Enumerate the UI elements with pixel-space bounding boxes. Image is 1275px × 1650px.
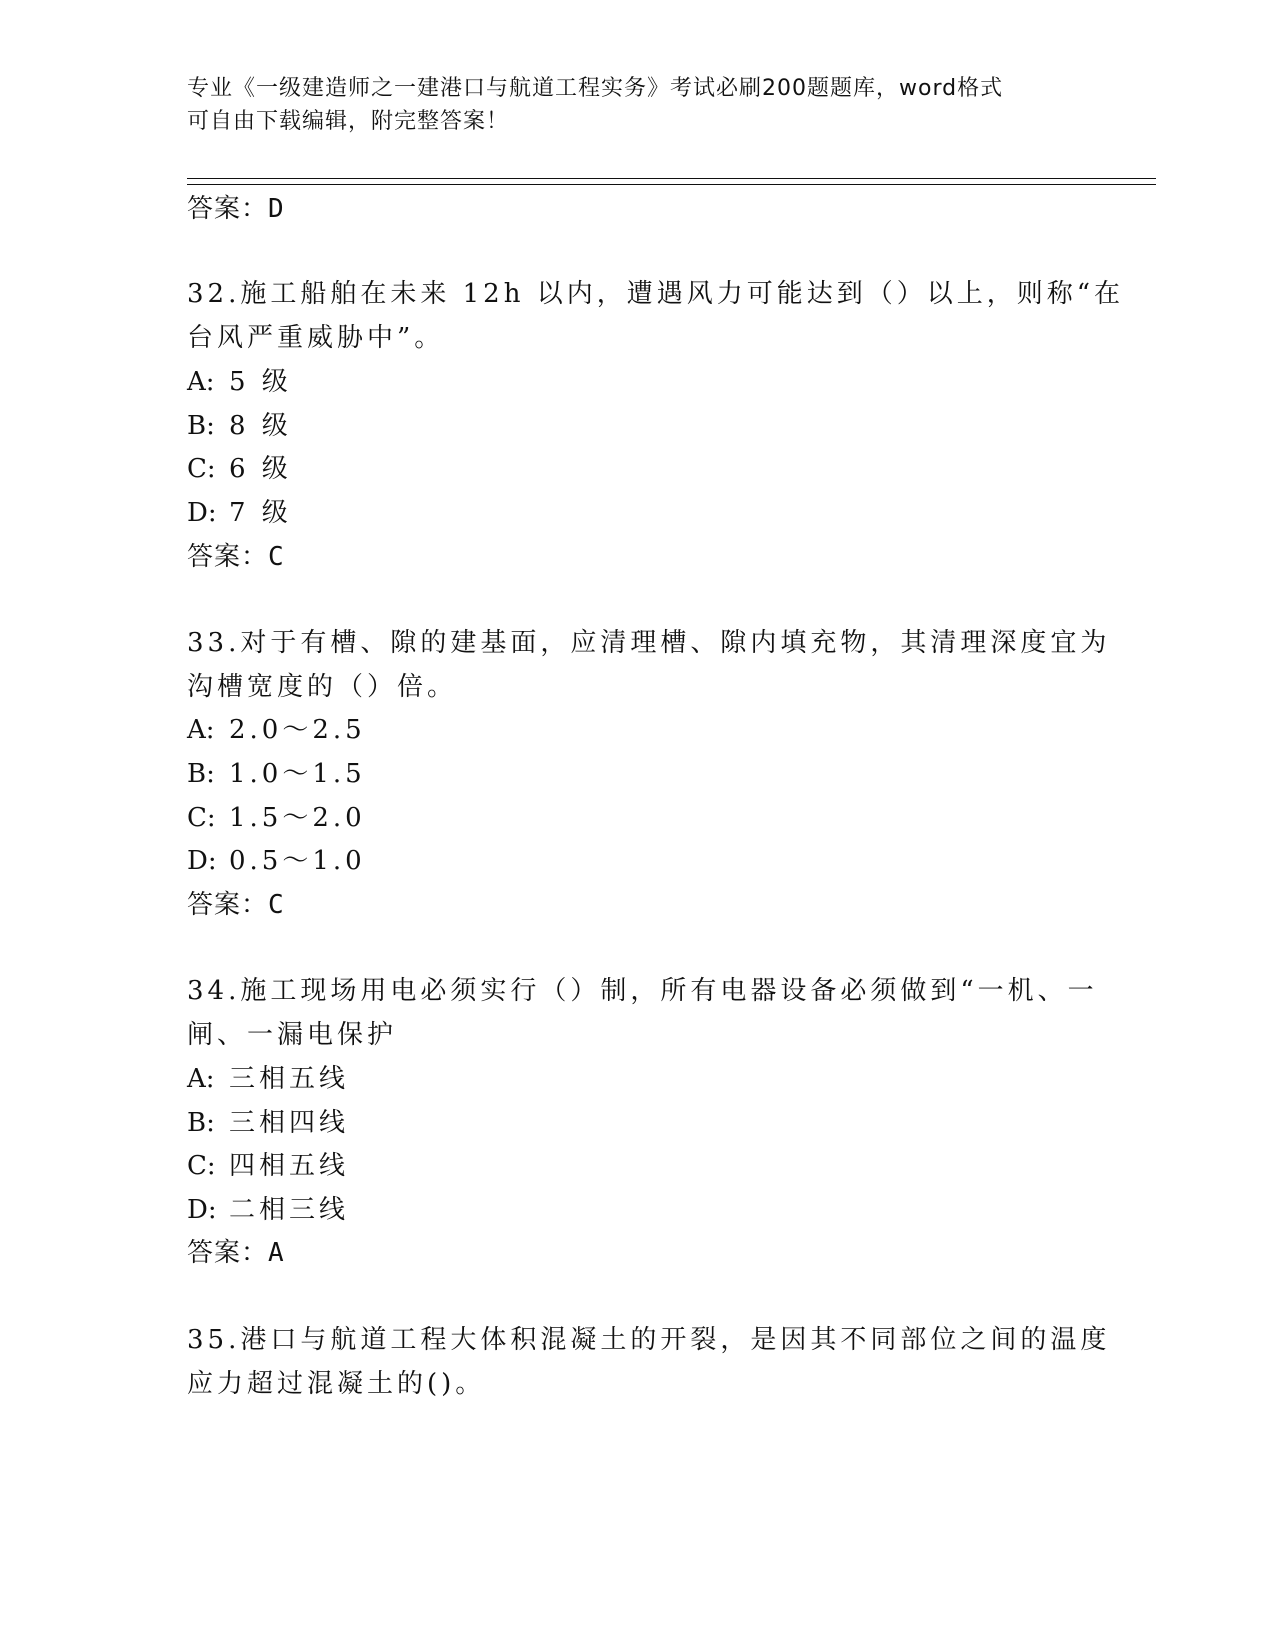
answer — [187, 884, 285, 921]
option-key: D: — [187, 846, 217, 876]
answer-label: 答案： — [187, 542, 269, 572]
option-d — [187, 492, 292, 529]
option-c — [187, 797, 366, 834]
option-b — [187, 405, 292, 442]
option-text: 6 级 — [229, 454, 292, 484]
option-text: 2.0～2.5 — [229, 715, 366, 745]
option-b — [187, 753, 366, 790]
option-text: 8 级 — [229, 411, 292, 441]
option-c — [187, 448, 292, 485]
prev-answer — [187, 188, 285, 225]
question-text-line-1: 33.对于有槽、隙的建基面，应清理槽、隙内填充物，其清理深度宜为 — [187, 628, 1111, 658]
question-text-line-2: 沟槽宽度的（）倍。 — [187, 672, 458, 702]
header-line-1: 专业《一级建造师之一建港口与航道工程实务》考试必刷200题题库，word格式 — [187, 76, 1004, 101]
option-a — [187, 1058, 349, 1095]
option-d — [187, 840, 366, 877]
answer-value: C — [268, 542, 285, 572]
answer-label: 答案： — [187, 1238, 269, 1268]
option-text: 三相四线 — [229, 1108, 350, 1138]
option-key: D: — [187, 498, 217, 528]
question-text-line-2: 闸、一漏电保护 — [187, 1020, 398, 1050]
option-text: 二相三线 — [229, 1195, 350, 1225]
option-key: B: — [187, 1108, 215, 1138]
option-key: C: — [187, 454, 216, 484]
option-text: 7 级 — [229, 498, 292, 528]
option-a — [187, 361, 292, 398]
header-divider-top — [187, 178, 1156, 179]
option-key: B: — [187, 411, 215, 441]
option-key: A: — [187, 367, 215, 397]
option-text: 三相五线 — [229, 1064, 350, 1094]
option-text: 四相五线 — [229, 1151, 350, 1181]
answer-label: 答案： — [187, 890, 269, 920]
document-header — [187, 72, 1087, 138]
option-key: C: — [187, 1151, 216, 1181]
option-c — [187, 1145, 349, 1182]
option-d — [187, 1189, 349, 1226]
header-divider-bottom — [187, 184, 1156, 185]
question-text-line-2: 台风严重威胁中”。 — [187, 323, 445, 353]
question-text-line-1: 35.港口与航道工程大体积混凝土的开裂，是因其不同部位之间的温度 — [187, 1325, 1111, 1355]
option-key: A: — [187, 1064, 215, 1094]
option-key: C: — [187, 803, 216, 833]
answer-value: C — [268, 890, 285, 920]
question-text-line-2: 应力超过混凝土的()。 — [187, 1369, 486, 1399]
question-text-line-1: 32.施工船舶在未来 12h 以内，遭遇风力可能达到（）以上，则称“在 — [187, 279, 1124, 309]
option-key: A: — [187, 715, 215, 745]
answer — [187, 536, 285, 573]
option-text: 1.5～2.0 — [229, 803, 366, 833]
option-text: 1.0～1.5 — [229, 759, 366, 789]
option-a — [187, 709, 366, 746]
answer-label: 答案： — [187, 194, 269, 224]
option-text: 0.5～1.0 — [229, 846, 366, 876]
answer — [187, 1232, 285, 1269]
answer-value: A — [268, 1238, 285, 1268]
option-key: B: — [187, 759, 215, 789]
question-text-line-1: 34.施工现场用电必须实行（）制，所有电器设备必须做到“一机、一 — [187, 976, 1098, 1006]
option-b — [187, 1102, 349, 1139]
option-text: 5 级 — [229, 367, 292, 397]
option-key: D: — [187, 1195, 217, 1225]
answer-value: D — [268, 194, 285, 224]
header-line-2: 可自由下载编辑，附完整答案！ — [187, 109, 510, 134]
